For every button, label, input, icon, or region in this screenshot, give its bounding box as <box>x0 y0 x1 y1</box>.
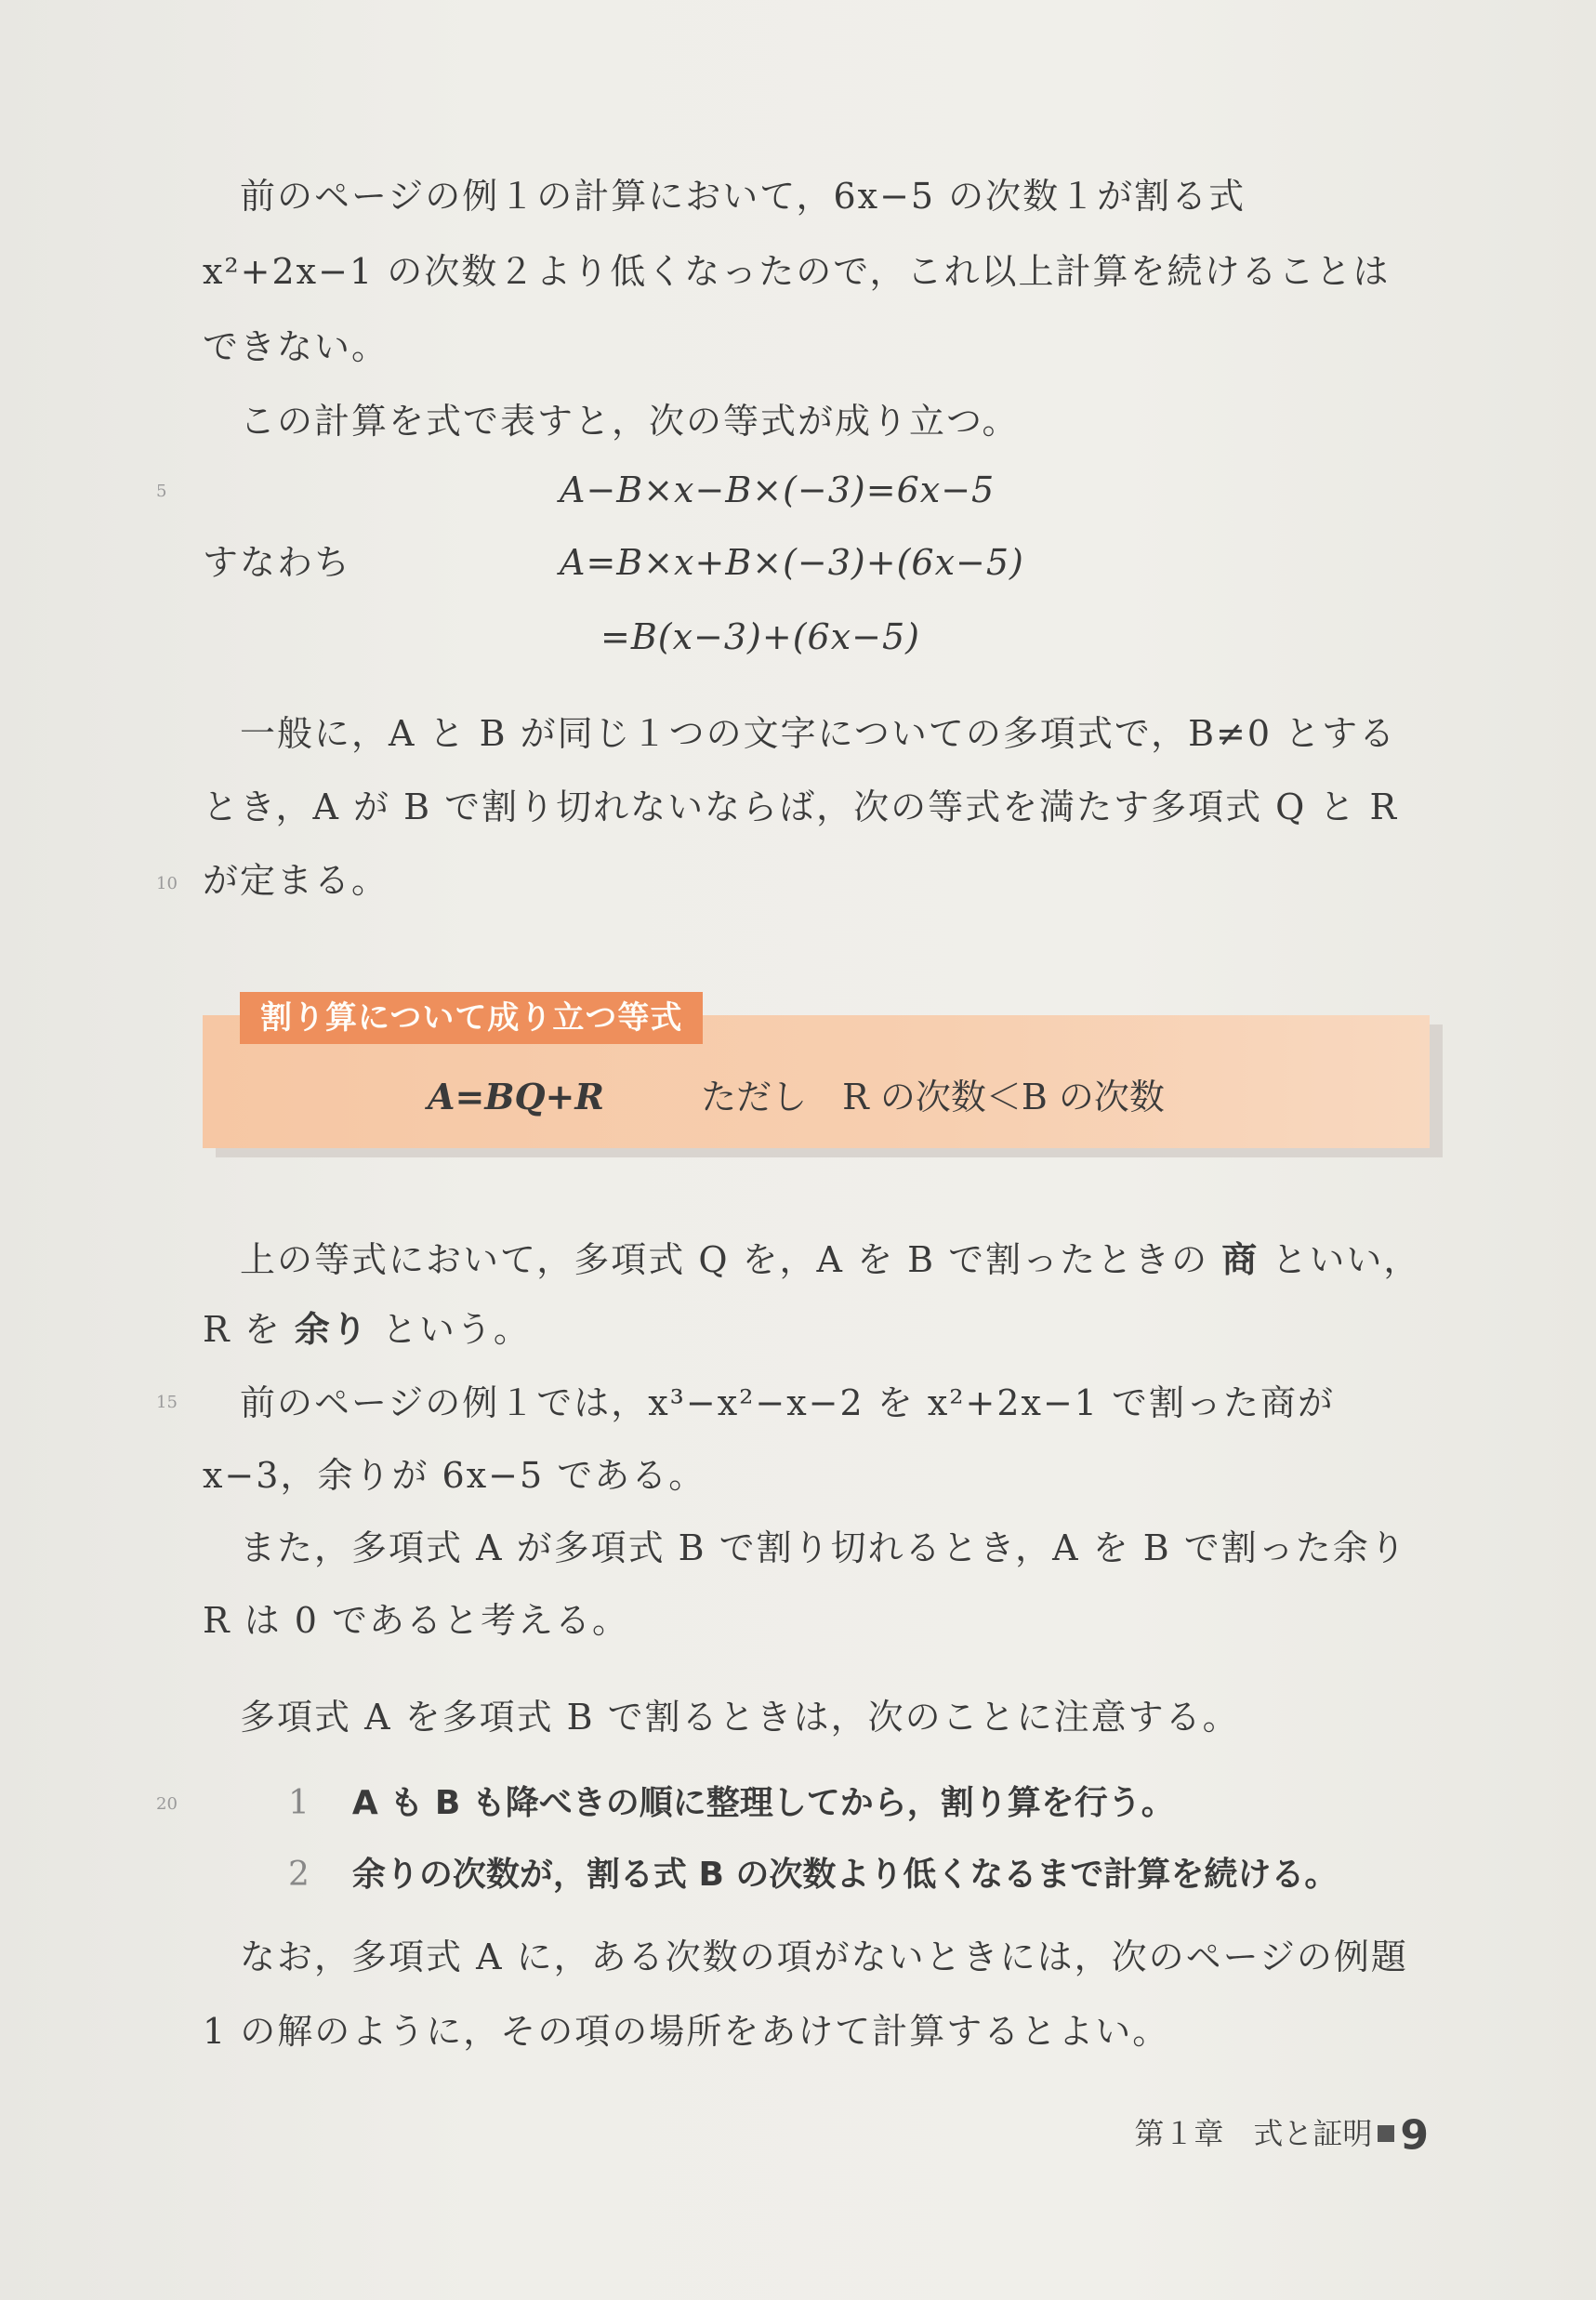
paragraph-5-line-2: x−3，余りが 6x−5 である。 <box>203 1455 706 1496</box>
theorem-condition: ただし R の次数＜B の次数 <box>701 1077 1165 1117</box>
paragraph-6-line-2: R は 0 であると考える。 <box>203 1600 630 1641</box>
paragraph-3-line-2: とき，A が B で割り切れないならば，次の等式を満たす多項式 Q と R <box>203 786 1399 827</box>
paragraph-1-line-3: できない。 <box>203 326 389 367</box>
paragraph-6-line-1: また，多項式 A が多項式 B で割り切れるとき，A を B で割った余り <box>203 1527 1407 1568</box>
note-item-1: 1 A も B も降べきの順に整理してから，割り算を行う。 <box>288 1784 1175 1822</box>
paragraph-4-line-2: R を 余り という。 <box>203 1309 531 1350</box>
page-number: 9 <box>1400 2111 1429 2160</box>
paragraph-3-line-3: が定まる。 <box>203 860 389 901</box>
square-icon <box>1378 2125 1394 2142</box>
line-number-10: 10 <box>156 874 178 893</box>
page-footer <box>1134 2110 1429 2160</box>
term-remainder: 余り <box>294 1309 369 1350</box>
theorem-equation: A=BQ+R <box>428 1076 604 1117</box>
term-quotient: 商 <box>1221 1239 1260 1280</box>
paragraph-3-line-1: 一般に，A と B が同じ１つの文字についての多項式で，B≠0 とする <box>203 713 1397 754</box>
line-number-5: 5 <box>156 482 167 501</box>
paragraph-1-line-2: x²+2x−1 の次数２より低くなったので，これ以上計算を続けることは <box>203 251 1391 292</box>
paragraph-2: この計算を式で表すと，次の等式が成り立つ。 <box>203 401 1020 442</box>
note-item-2: 2 余りの次数が，割る式 B の次数より低くなるまで計算を続ける。 <box>288 1856 1339 1894</box>
theorem-box-title: 割り算について成り立つ等式 <box>240 992 703 1044</box>
line-number-20: 20 <box>156 1794 178 1814</box>
equation-2: A=B×x+B×(−3)+(6x−5) <box>560 542 1024 583</box>
equation-1: A−B×x−B×(−3)=6x−5 <box>560 469 996 510</box>
theorem-box-content <box>428 1074 1165 1120</box>
paragraph-1-line-1: 前のページの例１の計算において，6x−5 の次数１が割る式 <box>203 176 1246 217</box>
paragraph-8-line-1: なお，多項式 A に，ある次数の項がないときには，次のページの例題 <box>203 1936 1408 1977</box>
sunawachi-label: すなわち <box>203 542 352 583</box>
paragraph-4-line-1: 上の等式において，多項式 Q を，A を B で割ったときの 商 といい， <box>203 1239 1421 1280</box>
chapter-label: 第１章 式と証明 <box>1134 2116 1373 2151</box>
paragraph-7: 多項式 A を多項式 B で割るときは，次のことに注意する。 <box>203 1697 1240 1738</box>
line-number-15: 15 <box>156 1393 178 1412</box>
equation-3: =B(x−3)+(6x−5) <box>600 616 920 657</box>
paragraph-5-line-1: 前のページの例１では，x³−x²−x−2 を x²+2x−1 で割った商が <box>203 1382 1336 1423</box>
paragraph-8-line-2: 1 の解のように，その項の場所をあけて計算するとよい。 <box>203 2011 1170 2052</box>
